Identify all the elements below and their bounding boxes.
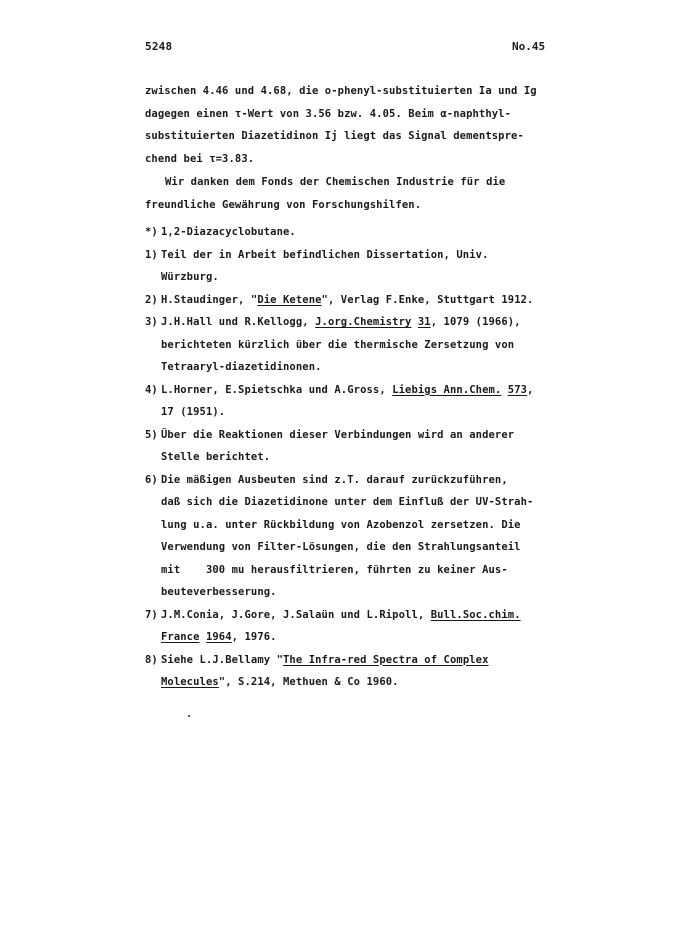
- reference-text: Tetraaryl-diazetidinonen.: [161, 361, 322, 373]
- reference-text: J.H.Hall und R.Kellogg,: [161, 316, 316, 328]
- body-line: chend bei τ=3.83.: [145, 152, 255, 165]
- stray-dot: [188, 715, 190, 717]
- reference-mark: *): [145, 226, 158, 238]
- reference-text: Die mäßigen Ausbeuten sind z.T. darauf zurückzuführen,: [161, 473, 508, 486]
- reference-mark: 6): [145, 473, 158, 486]
- reference-journal: J.org.Chemistry: [315, 316, 412, 328]
- acknowledgement-line: Wir danken dem Fonds der Chemischen Industrie für die: [165, 176, 506, 188]
- reference-text: Teil der in Arbeit befindlichen Dissertation, Univ.: [161, 248, 489, 261]
- reference-4: [145, 379, 565, 424]
- reference-text: beuteverbesserung.: [161, 586, 277, 598]
- reference-journal: Bull.Soc.chim.: [430, 608, 521, 621]
- body-line: dagegen einen τ-Wert von 3.56 bzw. 4.05. Beim α-naphthyl-: [145, 107, 512, 120]
- reference-text: daß sich die Diazetidinone unter dem Einfluß der UV-Strah-: [161, 496, 534, 508]
- reference-title: Die Ketene: [257, 293, 322, 306]
- reference-text: Würzburg.: [161, 271, 219, 283]
- reference-text: J.M.Conia, J.Gore, J.Salaün und L.Ripoll,: [161, 608, 431, 621]
- reference-text: ", S.214, Methuen & Co 1960.: [218, 676, 399, 688]
- reference-mark: 2): [145, 293, 158, 306]
- reference-text: 1,2-Diazacyclobutane.: [161, 226, 296, 238]
- reference-3: [145, 311, 565, 379]
- reference-text: Verwendung von Filter-Lösungen, die den Strahlungsanteil: [161, 541, 521, 553]
- body-line: substituierten Diazetidinon Ij liegt das Signal dementspre-: [145, 130, 524, 142]
- reference-mark: 8): [145, 653, 158, 666]
- journal-issue-number: No.45: [512, 40, 546, 53]
- reference-5: [145, 424, 565, 469]
- references-list: [145, 221, 565, 694]
- reference-text: mit 300 mu herausfiltrieren, führten zu keiner Aus-: [161, 563, 508, 576]
- reference-text: , 1976.: [231, 631, 277, 643]
- reference-2: [145, 289, 565, 312]
- reference-text: berichteten kürzlich über die thermische Zersetzung von: [161, 338, 515, 351]
- acknowledgement-paragraph: [145, 171, 555, 216]
- reference-text: 17 (1951).: [161, 406, 226, 418]
- reference-volume: 1964: [205, 631, 232, 643]
- reference-title: The Infra-red Spectra of Complex: [283, 653, 489, 666]
- reference-journal: France: [161, 631, 200, 643]
- reference-volume: 31: [417, 316, 431, 328]
- body-line: zwischen 4.46 und 4.68, die o-phenyl-substituierten Ia und Ig: [145, 85, 537, 97]
- reference-journal: Liebigs Ann.Chem.: [392, 383, 502, 396]
- reference-mark: 7): [145, 608, 158, 621]
- reference-mark: 5): [145, 428, 158, 441]
- reference-text: H.Staudinger, ": [161, 293, 258, 306]
- reference-title: Molecules: [161, 676, 219, 688]
- reference-text: lung u.a. unter Rückbildung von Azobenzol zersetzen. Die: [161, 518, 521, 531]
- page-number: 5248: [145, 40, 173, 53]
- reference-1: [145, 244, 565, 289]
- reference-mark: 4): [145, 383, 158, 396]
- acknowledgement-line: freundliche Gewährung von Forschungshilfen.: [145, 198, 422, 211]
- reference-text: , 1079 (1966),: [430, 316, 521, 328]
- reference-text: Über die Reaktionen dieser Verbindungen wird an anderer: [161, 428, 515, 441]
- reference-text: Siehe L.J.Bellamy ": [161, 653, 284, 666]
- reference-text: Stelle berichtet.: [161, 451, 271, 463]
- reference-text: ", Verlag F.Enke, Stuttgart 1912.: [321, 293, 534, 306]
- reference-7: [145, 604, 565, 649]
- body-paragraph: [145, 80, 555, 170]
- reference-text: L.Horner, E.Spietschka und A.Gross,: [161, 383, 393, 396]
- reference-star: [145, 221, 565, 244]
- reference-text: ,: [527, 383, 534, 396]
- reference-mark: 3): [145, 316, 158, 328]
- reference-8: [145, 649, 565, 694]
- reference-mark: 1): [145, 248, 158, 261]
- reference-volume: 573: [507, 383, 528, 396]
- reference-6: [145, 469, 565, 604]
